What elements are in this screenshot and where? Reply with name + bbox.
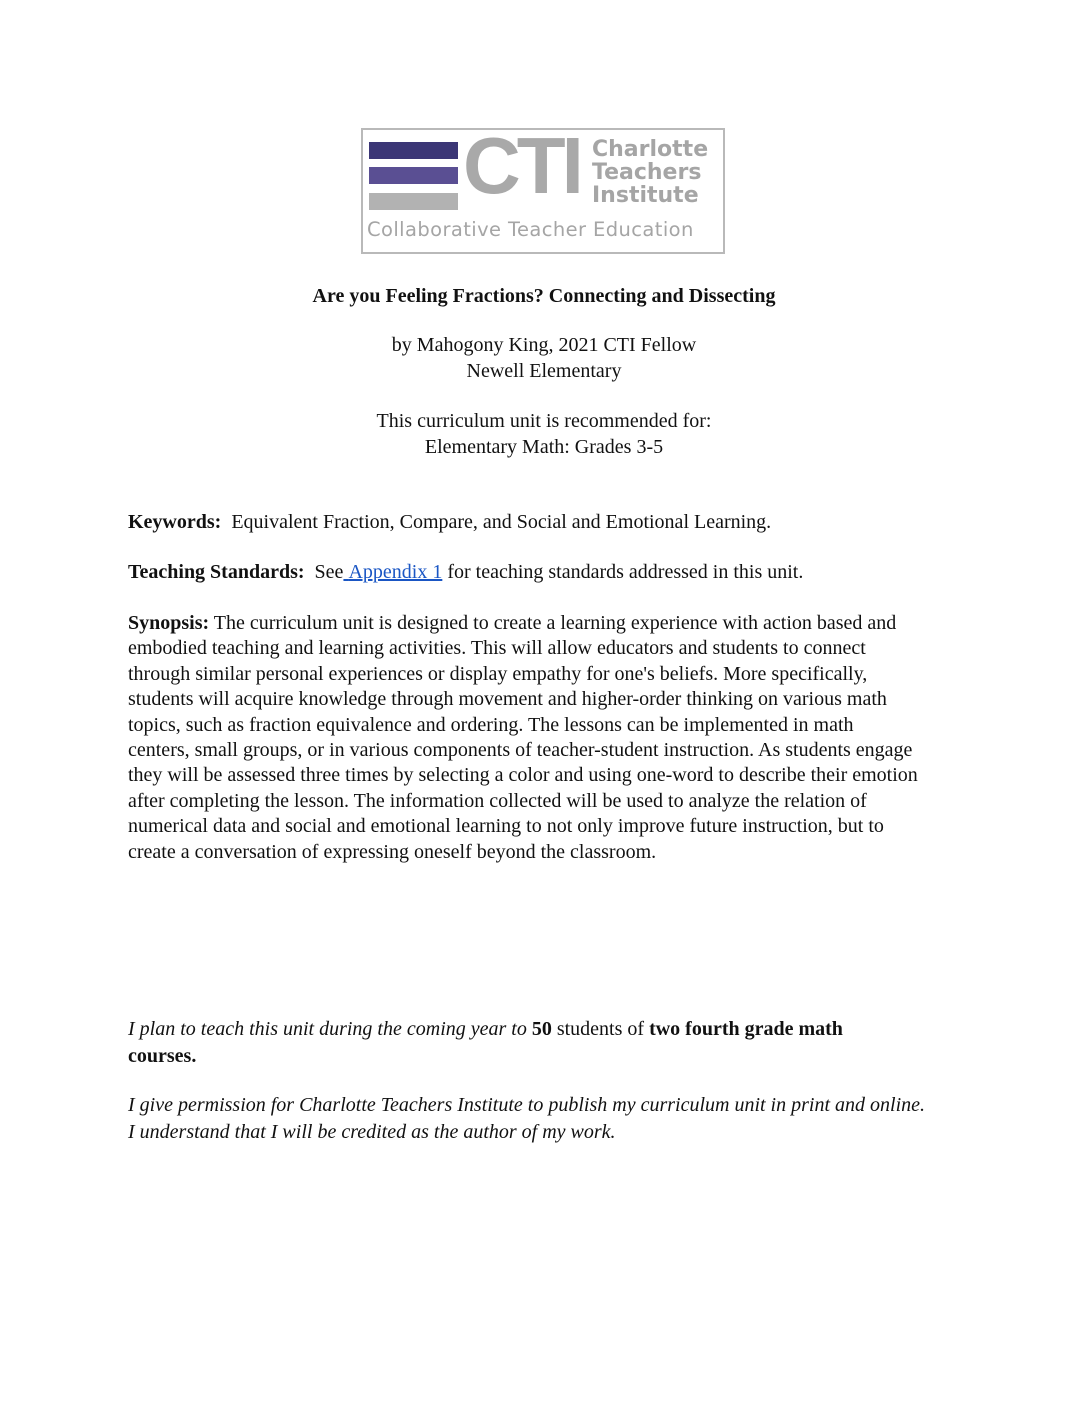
- logo-name-line: Teachers: [592, 160, 702, 185]
- appendix-link[interactable]: [343, 561, 442, 583]
- permission-statement: [128, 1092, 928, 1145]
- logo-bar-gray: [369, 193, 458, 210]
- author-byline: by Mahogony King, 2021 CTI Fellow: [391, 334, 697, 356]
- standards-paragraph: [128, 560, 928, 585]
- appendix-link-text[interactable]: Appendix 1: [348, 561, 443, 583]
- logo-tagline: Collaborative Teacher Education: [367, 218, 694, 241]
- synopsis-paragraph: [128, 611, 918, 865]
- keywords-paragraph: [128, 510, 928, 535]
- plan-mid: students of: [556, 1018, 645, 1040]
- logo-name-line: Institute: [592, 183, 699, 208]
- document-title: Are you Feeling Fractions? Connecting and Dissecting: [312, 285, 776, 307]
- synopsis-text: The curriculum unit is designed to create a learning experience with action based and embodied teaching and learning activities. This will allow educators and students to connect through similar personal experiences or display empathy for one's beliefs. More specifically, students will acquire knowledge through movement and higher-order thinking on various math topics, such as fraction equivalence and ordering. The lessons can be implemented in math centers, small groups, or in various components of teacher-student instruction. As students engage they will be assessed three times by selecting a color and using one-word to describe their emotion after completing the lesson. The information collected will be used to analyze the relation of numerical data and social and emotional learning to not only improve future instruction, but to create a conversation of expressing oneself beyond the classroom.: [128, 612, 918, 863]
- standards-pre: See: [314, 561, 344, 583]
- logo-acronym: CTI: [463, 121, 580, 210]
- logo-name-line: Charlotte: [592, 137, 709, 162]
- logo-name: [592, 138, 708, 207]
- logo-bar-dark: [369, 142, 458, 159]
- recommended-for: Elementary Math: Grades 3-5: [424, 436, 664, 458]
- recommendation-block: [0, 408, 1088, 460]
- standards-label: Teaching Standards:: [128, 561, 305, 583]
- course-description: two fourth grade math courses.: [128, 1018, 843, 1067]
- standards-post: for teaching standards addressed in this unit.: [447, 561, 804, 583]
- school-name: Newell Elementary: [466, 360, 622, 382]
- synopsis-label: Synopsis:: [128, 612, 210, 634]
- plan-intro: I plan to teach this unit during the coming year to: [128, 1018, 527, 1040]
- permission-text: I give permission for Charlotte Teachers Institute to publish my curriculum unit in print and online. I understand that I will be credited as the author of my work.: [128, 1094, 926, 1143]
- keywords-label: Keywords:: [128, 511, 222, 533]
- keywords-text: Equivalent Fraction, Compare, and Social and Emotional Learning.: [231, 511, 772, 533]
- author-block: [0, 332, 1088, 384]
- recommended-intro: This curriculum unit is recommended for:: [376, 410, 712, 432]
- plan-statement: [128, 1016, 908, 1070]
- student-count: 50: [531, 1018, 552, 1040]
- logo-bar-mid: [369, 167, 458, 184]
- cti-logo: [361, 121, 725, 254]
